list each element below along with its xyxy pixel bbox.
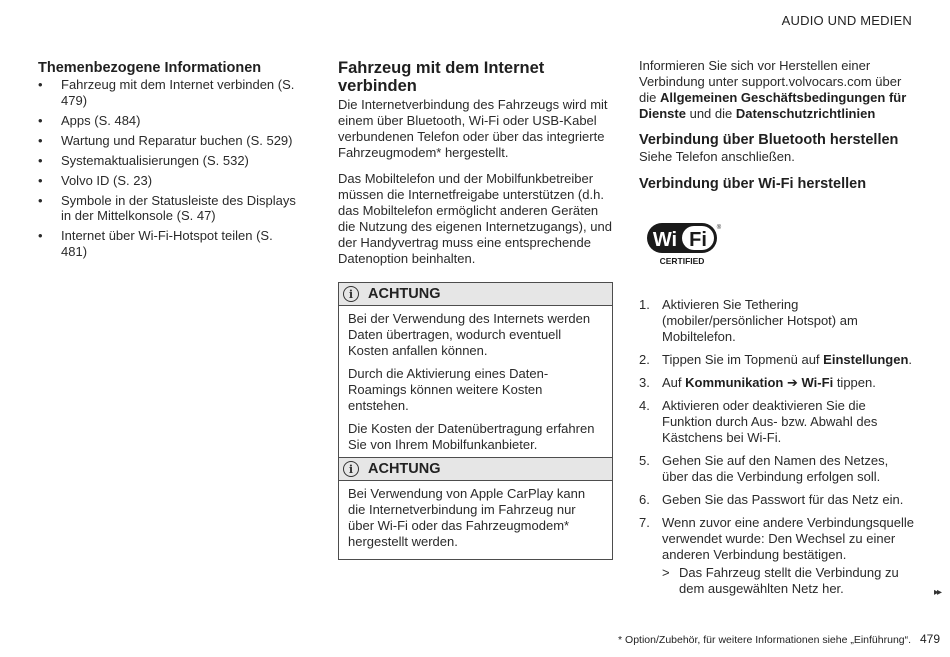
wifi-logo-fi: Fi bbox=[689, 229, 707, 251]
bluetooth-heading: Verbindung über Bluetooth herstellen bbox=[639, 132, 899, 148]
wifi-ui-label: Wi-Fi bbox=[801, 375, 834, 390]
related-link[interactable]: • Internet über Wi-Fi-Hotspot teilen (S. 481) bbox=[38, 228, 300, 259]
wifi-certified-logo bbox=[645, 219, 725, 267]
footnote: * Option/Zubehör, für weitere Informationen siehe „Einführung“. bbox=[618, 634, 912, 646]
privacy-link[interactable]: Datenschutzrichtlinien bbox=[735, 106, 876, 121]
article-title: Fahrzeug mit dem Internet verbinden bbox=[338, 59, 545, 95]
related-info-column bbox=[38, 60, 300, 264]
warning-header bbox=[339, 458, 612, 481]
related-link[interactable]: • Symbole in der Statusleiste des Displays in der Mittelkonsole (S. 47) bbox=[38, 193, 300, 224]
step-item: 1. Aktivieren Sie Tethering (mobiler/persönlicher Hotspot) am Mobiltelefon. bbox=[639, 297, 858, 344]
continue-arrow-icon: ▸▸ bbox=[933, 587, 940, 598]
warning-header bbox=[339, 283, 612, 306]
section-header: AUDIO UND MEDIEN bbox=[781, 13, 912, 28]
arrow-icon: ➔ bbox=[787, 375, 798, 390]
page-footer bbox=[618, 632, 940, 646]
related-info-list bbox=[38, 77, 300, 259]
page-number: 479 bbox=[919, 632, 940, 646]
step-item: 4. Aktivieren oder deaktivieren Sie die Funktion durch Aus- bzw. Abwahl des Kästchens bei Wi-Fi. bbox=[639, 398, 878, 445]
communication-ui-label: Kommunikation bbox=[685, 375, 784, 390]
result-marker-icon: > bbox=[662, 565, 670, 580]
wifi-logo-certified: CERTIFIED bbox=[659, 256, 705, 266]
info-icon: i bbox=[343, 461, 359, 477]
wifi-heading: Verbindung über Wi-Fi herstellen bbox=[639, 176, 867, 192]
article-intro: Die Internetverbindung des Fahrzeugs wird mit einem über Bluetooth, Wi-Fi oder USB-Kabel verbundenen Telefon oder über das integrierte Fahrzeugmodem* hergestellt. bbox=[338, 97, 608, 160]
info-paragraph: Informieren Sie sich vor Herstellen einer Verbindung unter support.volvocars.com über die Allgemeinen Geschäftsbedingungen für Dienste und die Datenschutzrichtlinien bbox=[639, 58, 907, 121]
right-column bbox=[639, 58, 914, 193]
warning-box-carplay bbox=[338, 457, 613, 560]
warning-text: Bei der Verwendung des Internets werden Daten übertragen, wodurch eventuell Kosten anfallen können. bbox=[348, 311, 591, 358]
related-link[interactable]: • Wartung und Reparatur buchen (S. 529) bbox=[38, 133, 300, 149]
bluetooth-text[interactable]: Siehe Telefon anschließen. bbox=[639, 149, 795, 164]
step-item: 6. Geben Sie das Passwort für das Netz ein. bbox=[639, 492, 904, 507]
related-info-title: Themenbezogene Informationen bbox=[38, 60, 262, 76]
info-icon: i bbox=[343, 286, 359, 302]
step-item: 5. Gehen Sie auf den Namen des Netzes, über das die Verbindung erfolgen soll. bbox=[639, 453, 889, 484]
step-item: 3. Auf Kommunikation ➔ Wi-Fi tippen. bbox=[639, 375, 876, 390]
related-link[interactable]: • Apps (S. 484) bbox=[38, 113, 300, 129]
warning-label: ACHTUNG bbox=[368, 286, 441, 302]
wifi-steps-list bbox=[639, 297, 914, 604]
warning-label: ACHTUNG bbox=[368, 461, 441, 477]
wifi-logo-reg: ® bbox=[716, 225, 722, 231]
related-link[interactable]: • Fahrzeug mit dem Internet verbinden (S. 479) bbox=[38, 77, 300, 108]
warning-box-costs bbox=[338, 282, 613, 463]
article-paragraph: Das Mobiltelefon und der Mobilfunkbetreiber müssen die Internetfreigabe unterstützen (d.h. das Mobiltelefon ermöglicht anderen Geräten die Nutzung des eigenen Internetzugangs), und der Handyvertrag muss eine entsprechende Datenoption beinhalten. bbox=[338, 171, 612, 266]
step-result: > Das Fahrzeug stellt die Verbindung zu dem ausgewählten Netz her. bbox=[662, 565, 899, 596]
related-link[interactable]: • Volvo ID (S. 23) bbox=[38, 173, 300, 189]
step-item: 7. Wenn zuvor eine andere Verbindungsquelle verwendet wurde: Den Wechsel zu einer anderen Verbindung bestätigen. > Das Fahrzeug stellt die Verbindung zu dem ausgewählten Netz her. bbox=[639, 515, 914, 596]
settings-ui-label: Einstellungen bbox=[823, 352, 909, 367]
main-article bbox=[338, 60, 612, 267]
wifi-logo-wi: Wi bbox=[652, 229, 678, 251]
step-item: 2. Tippen Sie im Topmenü auf Einstellungen. bbox=[639, 352, 913, 367]
warning-text: Durch die Aktivierung eines Daten-Roamings können weitere Kosten entstehen. bbox=[348, 366, 549, 413]
related-link[interactable]: • Systemaktualisierungen (S. 532) bbox=[38, 153, 300, 169]
terms-link[interactable]: Allgemeinen Geschäftsbedingungen für Dienste bbox=[639, 90, 907, 121]
warning-text: Bei Verwendung von Apple CarPlay kann die Internetverbindung im Fahrzeug nur über Wi-Fi oder das Fahrzeugmodem* hergestellt werden. bbox=[348, 486, 586, 549]
warning-text: Die Kosten der Datenübertragung erfahren Sie von Ihrem Mobilfunkanbieter. bbox=[348, 421, 595, 452]
